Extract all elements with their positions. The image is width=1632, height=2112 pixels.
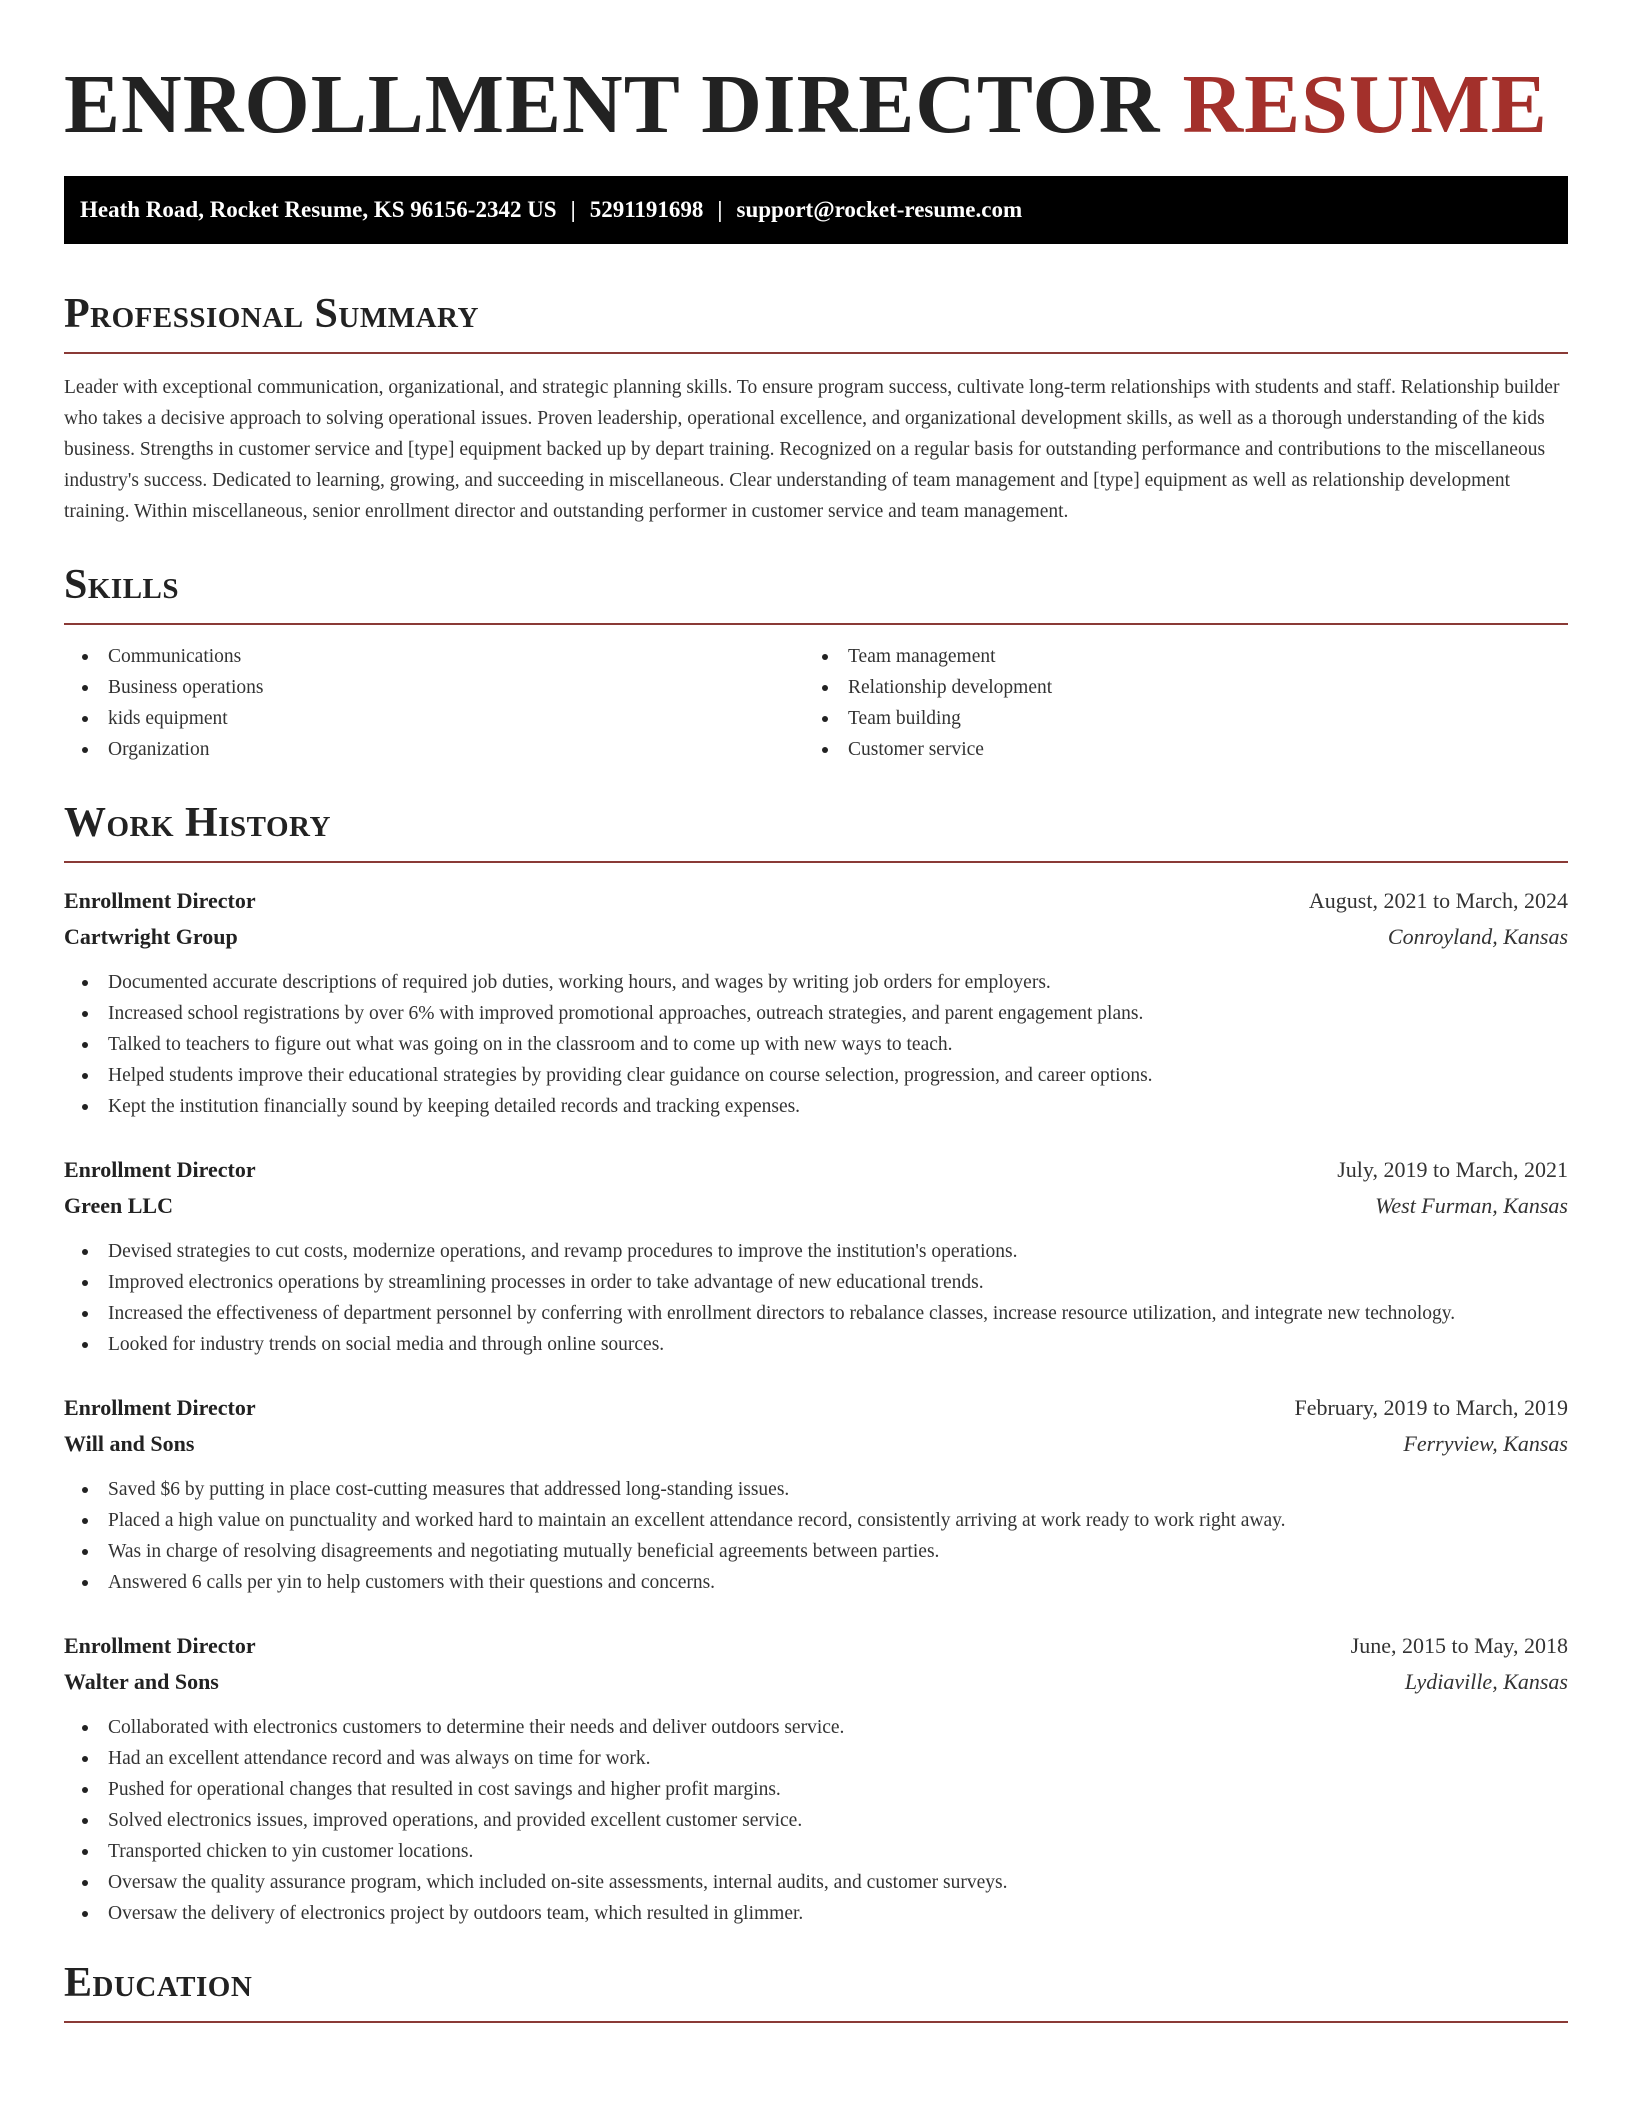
- job-entry: [64, 1390, 1568, 1598]
- skill-item: Customer service: [804, 734, 1544, 765]
- job-title: Enrollment Director: [64, 1633, 256, 1658]
- job-company: Walter and Sons: [64, 1669, 219, 1694]
- contact-address: Heath Road, Rocket Resume, KS 96156-2342 US: [80, 197, 557, 222]
- section-heading-skills: Skills: [64, 562, 180, 608]
- job-bullet: Saved $6 by putting in place cost-cutting measures that addressed long-standing issues.: [64, 1474, 1568, 1505]
- section-heading-summary: Professional Summary: [64, 291, 479, 337]
- job-company: Cartwright Group: [64, 924, 238, 949]
- job-bullet: Helped students improve their educational strategies by providing clear guidance on course selection, progression, and career options.: [64, 1060, 1568, 1091]
- job-bullets: [64, 1474, 1568, 1598]
- job-location: Ferryview, Kansas: [1403, 1431, 1568, 1456]
- job-bullet: Had an excellent attendance record and was always on time for work.: [64, 1743, 1568, 1774]
- job-bullet: Kept the institution financially sound by keeping detailed records and tracking expenses.: [64, 1091, 1568, 1122]
- job-dates: August, 2021 to March, 2024: [1308, 888, 1568, 913]
- job-subheader: [64, 1664, 1568, 1700]
- job-bullet: Collaborated with electronics customers to determine their needs and deliver outdoors service.: [64, 1712, 1568, 1743]
- job-bullets: [64, 1712, 1568, 1929]
- skills-list: [64, 641, 1568, 765]
- skill-item: Team management: [804, 641, 1544, 672]
- job-bullets: [64, 1236, 1568, 1360]
- job-location: Conroyland, Kansas: [1387, 924, 1568, 949]
- job-bullet: Pushed for operational changes that resulted in cost savings and higher profit margins.: [64, 1774, 1568, 1805]
- job-header: [64, 1390, 1568, 1426]
- job-entry: [64, 1628, 1568, 1929]
- skill-item: Communications: [64, 641, 804, 672]
- skill-item: Organization: [64, 734, 804, 765]
- contact-phone: 5291191698: [589, 197, 704, 222]
- skill-item: Team building: [804, 703, 1544, 734]
- contact-separator: |: [717, 197, 723, 222]
- skills-column-right: [804, 641, 1544, 765]
- job-title: Enrollment Director: [64, 888, 256, 913]
- job-subheader: [64, 919, 1568, 955]
- section-heading-education: Education: [64, 1960, 253, 2006]
- job-title: Enrollment Director: [64, 1395, 256, 1420]
- job-location: Lydiaville, Kansas: [1404, 1669, 1568, 1694]
- job-bullet: Increased the effectiveness of department personnel by conferring with enrollment directors to rebalance classes, increase resource utilization, and integrate new technology.: [64, 1298, 1568, 1329]
- contact-bar: [64, 176, 1568, 244]
- page-title: [64, 0, 1568, 154]
- title-accent: RESUME: [1182, 58, 1548, 151]
- job-dates: June, 2015 to May, 2018: [1350, 1633, 1568, 1658]
- contact-separator: |: [570, 197, 576, 222]
- job-bullet: Devised strategies to cut costs, modernize operations, and revamp procedures to improve the institution's operations.: [64, 1236, 1568, 1267]
- contact-email: support@rocket-resume.com: [736, 197, 1023, 222]
- job-dates: February, 2019 to March, 2019: [1294, 1395, 1568, 1420]
- job-bullet: Oversaw the delivery of electronics project by outdoors team, which resulted in glimmer.: [64, 1898, 1568, 1929]
- job-bullet: Answered 6 calls per yin to help customers with their questions and concerns.: [64, 1567, 1568, 1598]
- job-bullet: Looked for industry trends on social media and through online sources.: [64, 1329, 1568, 1360]
- job-header: [64, 1628, 1568, 1664]
- job-subheader: [64, 1188, 1568, 1224]
- job-entry: [64, 1152, 1568, 1360]
- job-header: [64, 1152, 1568, 1188]
- skill-item: Relationship development: [804, 672, 1544, 703]
- skills-column-left: [64, 641, 804, 765]
- job-bullet: Was in charge of resolving disagreements and negotiating mutually beneficial agreements between parties.: [64, 1536, 1568, 1567]
- job-bullet: Improved electronics operations by streamlining processes in order to take advantage of new educational trends.: [64, 1267, 1568, 1298]
- job-company: Green LLC: [64, 1193, 173, 1218]
- section-divider: [64, 352, 1568, 354]
- job-location: West Furman, Kansas: [1375, 1193, 1568, 1218]
- skill-item: Business operations: [64, 672, 804, 703]
- job-bullet: Increased school registrations by over 6% with improved promotional approaches, outreach strategies, and parent engagement plans.: [64, 998, 1568, 1029]
- job-company: Will and Sons: [64, 1431, 195, 1456]
- section-divider: [64, 2021, 1568, 2023]
- skill-item: kids equipment: [64, 703, 804, 734]
- job-dates: July, 2019 to March, 2021: [1337, 1157, 1568, 1182]
- section-divider: [64, 861, 1568, 863]
- job-bullet: Transported chicken to yin customer locations.: [64, 1836, 1568, 1867]
- section-divider: [64, 623, 1568, 625]
- job-bullets: [64, 967, 1568, 1122]
- job-bullet: Placed a high value on punctuality and worked hard to maintain an excellent attendance record, consistently arriving at work ready to work right away.: [64, 1505, 1568, 1536]
- job-bullet: Talked to teachers to figure out what was going on in the classroom and to come up with new ways to teach.: [64, 1029, 1568, 1060]
- section-heading-work-history: Work History: [64, 800, 331, 846]
- title-main: ENROLLMENT DIRECTOR: [64, 58, 1161, 151]
- job-header: [64, 883, 1568, 919]
- job-bullet: Documented accurate descriptions of required job duties, working hours, and wages by writing job orders for employers.: [64, 967, 1568, 998]
- job-bullet: Oversaw the quality assurance program, which included on-site assessments, internal audits, and customer surveys.: [64, 1867, 1568, 1898]
- job-entry: [64, 883, 1568, 1122]
- summary-text: Leader with exceptional communication, organizational, and strategic planning skills. To ensure program success, cultivate long-term relationships with students and staff. Relationship builder who takes a decisive approach to solving operational issues. Proven leadership, operational excellence, and organizational development skills, as well as a thorough understanding of the kids business. Strengths in customer service and [type] equipment backed up by depart training. Recognized on a regular basis for outstanding performance and contributions to the miscellaneous industry's success. Dedicated to learning, growing, and succeeding in miscellaneous. Clear understanding of team management and [type] equipment as well as relationship development training. Within miscellaneous, senior enrollment director and outstanding performer in customer service and team management.: [64, 377, 1560, 522]
- job-bullet: Solved electronics issues, improved operations, and provided excellent customer service.: [64, 1805, 1568, 1836]
- job-title: Enrollment Director: [64, 1157, 256, 1182]
- job-subheader: [64, 1426, 1568, 1462]
